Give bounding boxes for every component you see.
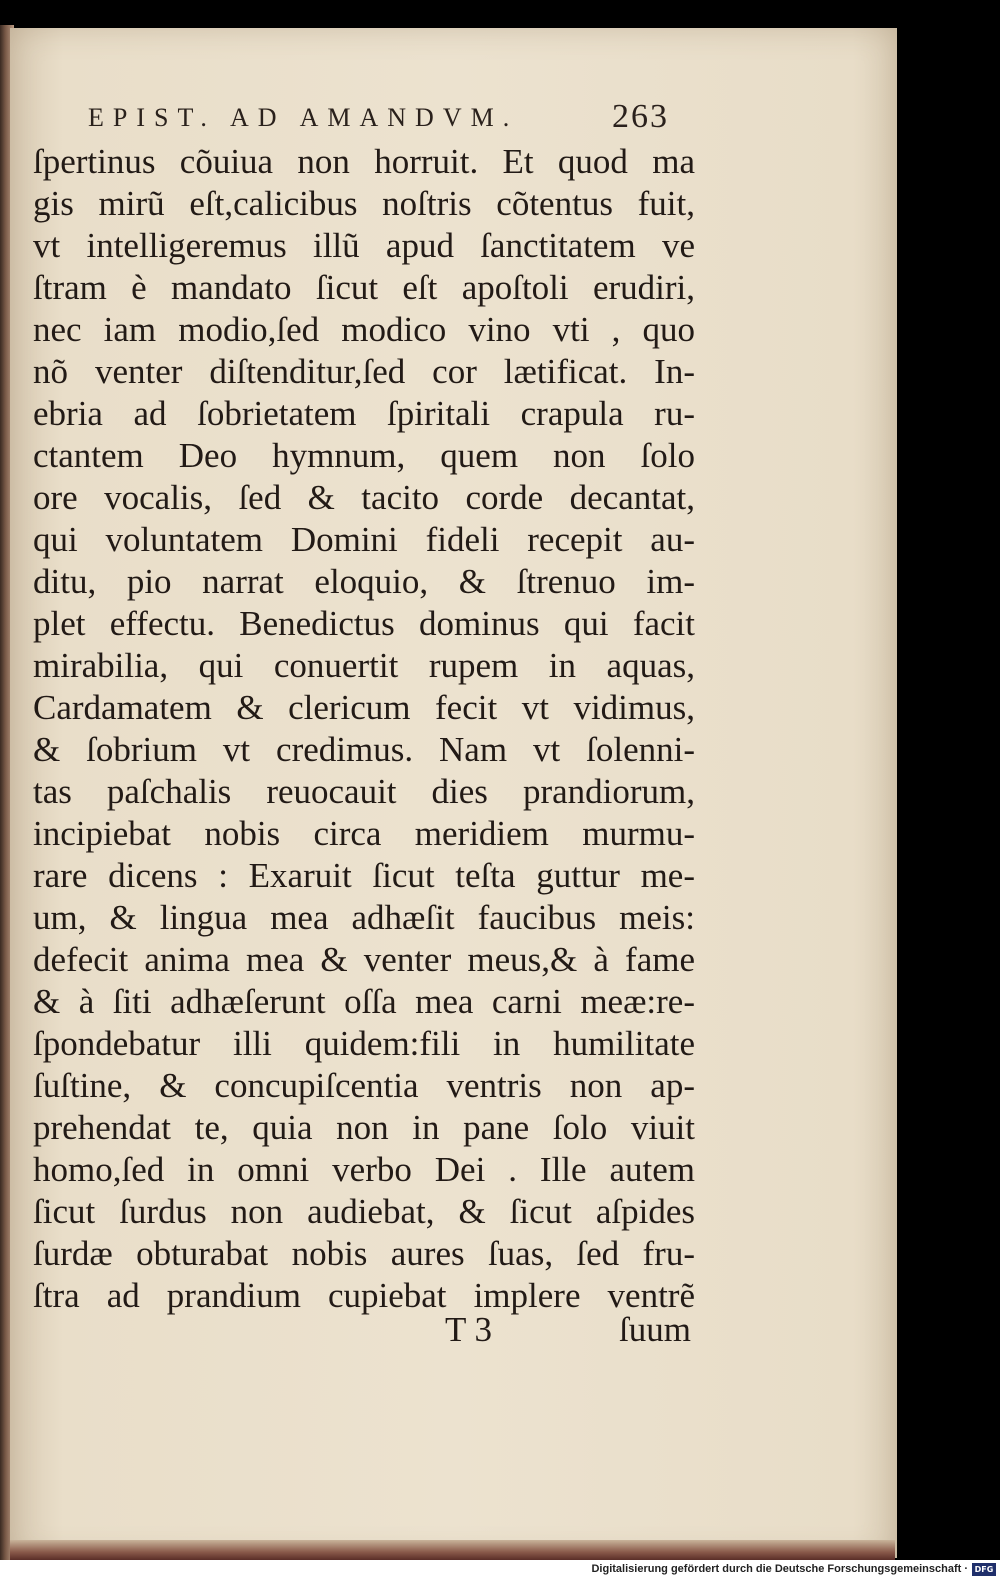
page-bottom-edge <box>10 1540 895 1560</box>
text-line: ore vocalis, ſed & tacito corde decantat, <box>33 478 695 517</box>
running-head: EPIST. AD AMANDVM. <box>88 103 519 132</box>
signature-mark: T 3 <box>445 1310 492 1349</box>
catchword: ſuum <box>619 1310 691 1349</box>
text-line: gis mirũ eſt,calicibus noſtris cõtentus fuit, <box>33 184 695 223</box>
text-line: incipiebat nobis circa meridiem murmu- <box>33 814 695 853</box>
text-line: defecit anima mea & venter meus,& à fame <box>33 940 695 979</box>
text-line: nec iam modio,ſed modico vino vti , quo <box>33 310 695 349</box>
text-line: ditu, pio narrat eloquio, & ſtrenuo im- <box>33 562 695 601</box>
text-line: prehendat te, quia non in pane ſolo viuit <box>33 1108 695 1147</box>
page-number: 263 <box>612 98 669 135</box>
text-line: ſicut ſurdus non audiebat, & ſicut aſpides <box>33 1192 695 1231</box>
text-line: ſurdæ obturabat nobis aures ſuas, ſed fru- <box>33 1234 695 1273</box>
text-line: ſpertinus cõuiua non horruit. Et quod ma <box>33 142 695 181</box>
text-line: vt intelligeremus illũ apud ſanctitatem ve <box>33 226 695 265</box>
text-line: qui voluntatem Domini fideli recepit au- <box>33 520 695 559</box>
text-line: ſpondebatur illi quidem:fili in humilitate <box>33 1024 695 1063</box>
text-line: tas paſchalis reuocauit dies prandiorum, <box>33 772 695 811</box>
text-line: mirabilia, qui conuertit rupem in aquas, <box>33 646 695 685</box>
text-line: plet effectu. Benedictus dominus qui facit <box>33 604 695 643</box>
text-line: ſtra ad prandium cupiebat implere ventrẽ <box>33 1276 695 1315</box>
signature-line <box>33 1310 695 1354</box>
text-line: ſtram è mandato ſicut eſt apoſtoli erudiri, <box>33 268 695 307</box>
text-line: um, & lingua mea adhæſit faucibus meis: <box>33 898 695 937</box>
text-line: nõ venter diſtenditur,ſed cor lætificat. In- <box>33 352 695 391</box>
text-line: Cardamatem & clericum fecit vt vidimus, <box>33 688 695 727</box>
text-line: ctantem Deo hymnum, quem non ſolo <box>33 436 695 475</box>
text-line: rare dicens : Exaruit ſicut teſta guttur me- <box>33 856 695 895</box>
text-line: ebria ad ſobrietatem ſpiritali crapula ru- <box>33 394 695 433</box>
body-text <box>33 141 695 1317</box>
text-line: & ſobrium vt credimus. Nam vt ſolenni- <box>33 730 695 769</box>
dfg-logo-icon: DFG <box>972 1563 996 1576</box>
funding-credit: Digitalisierung gefördert durch die Deutsche Forschungsgemeinschaft · <box>591 1563 968 1575</box>
text-line: homo,ſed in omni verbo Dei . Ille autem <box>33 1150 695 1189</box>
text-line: & à ſiti adhæſerunt oſſa mea carni meæ:re- <box>33 982 695 1021</box>
text-line: ſuſtine, & concupiſcentia ventris non ap- <box>33 1066 695 1105</box>
